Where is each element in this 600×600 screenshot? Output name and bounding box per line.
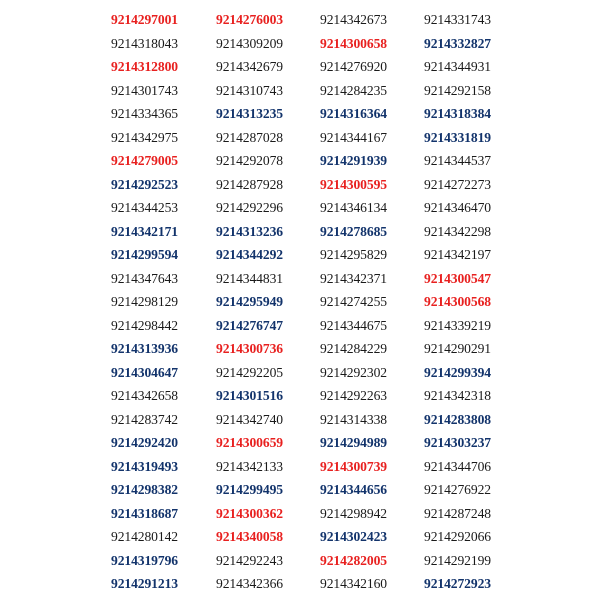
phone-number-cell: 9214292302 bbox=[320, 364, 387, 380]
phone-number-cell: 9214300547 bbox=[424, 270, 491, 286]
phone-number-cell: 9214310743 bbox=[216, 82, 283, 98]
phone-number-cell: 9214298442 bbox=[111, 317, 178, 333]
phone-number-cell: 9214272273 bbox=[424, 176, 491, 192]
phone-number-cell: 9214292263 bbox=[320, 388, 387, 403]
phone-number-cell: 9214344167 bbox=[320, 129, 387, 145]
phone-number-cell: 9214301516 bbox=[216, 388, 283, 403]
phone-number-cell: 9214346470 bbox=[424, 200, 491, 215]
phone-number-cell: 9214344537 bbox=[424, 153, 491, 168]
phone-number-cell: 9214342366 bbox=[216, 576, 283, 591]
phone-number-cell: 9214342133 bbox=[216, 458, 283, 474]
phone-number-cell: 9214318384 bbox=[424, 106, 491, 121]
phone-number-cell: 9214287028 bbox=[216, 129, 283, 145]
phone-number-cell: 9214292078 bbox=[216, 153, 283, 168]
phone-number-cell: 9214334365 bbox=[111, 106, 178, 121]
phone-number-cell: 9214342160 bbox=[320, 576, 387, 591]
phone-number-cell: 9214276747 bbox=[216, 317, 283, 333]
phone-number-cell: 9214331743 bbox=[424, 12, 491, 27]
phone-number-cell: 9214278685 bbox=[320, 223, 387, 239]
phone-number-cell: 9214301743 bbox=[111, 82, 178, 98]
phone-number-cell: 9214344292 bbox=[216, 247, 283, 262]
phone-number-cell: 9214313936 bbox=[111, 341, 178, 356]
phone-number-cell: 9214342171 bbox=[111, 223, 178, 239]
phone-number-cell: 9214292523 bbox=[111, 176, 178, 192]
phone-number-cell: 9214274255 bbox=[320, 294, 387, 309]
phone-number-cell: 9214276003 bbox=[216, 12, 283, 27]
phone-number-cell: 9214272923 bbox=[424, 576, 491, 591]
phone-number-cell: 9214287248 bbox=[424, 505, 491, 521]
phone-number-cell: 9214280142 bbox=[111, 529, 178, 544]
phone-number-cell: 9214299495 bbox=[216, 482, 283, 497]
phone-number-cell: 9214283808 bbox=[424, 411, 491, 427]
number-grid bbox=[111, 8, 514, 596]
phone-number-cell: 9214300568 bbox=[424, 294, 491, 309]
phone-number-cell: 9214339219 bbox=[424, 317, 491, 333]
phone-number-cell: 9214299394 bbox=[424, 364, 491, 380]
phone-number-cell: 9214292205 bbox=[216, 364, 283, 380]
phone-number-cell: 9214300362 bbox=[216, 505, 283, 521]
phone-number-cell: 9214314338 bbox=[320, 411, 387, 427]
phone-number-cell: 9214298382 bbox=[111, 482, 178, 497]
phone-number-cell: 9214344656 bbox=[320, 482, 387, 497]
phone-number-cell: 9214344831 bbox=[216, 270, 283, 286]
phone-number-cell: 9214283742 bbox=[111, 411, 178, 427]
phone-number-cell: 9214299594 bbox=[111, 247, 178, 262]
phone-number-cell: 9214276920 bbox=[320, 59, 387, 74]
phone-number-cell: 9214300659 bbox=[216, 435, 283, 450]
phone-number-cell: 9214319796 bbox=[111, 552, 178, 568]
phone-number-cell: 9214319493 bbox=[111, 458, 178, 474]
phone-number-cell: 9214347643 bbox=[111, 270, 178, 286]
phone-number-cell: 9214342197 bbox=[424, 247, 491, 262]
phone-number-cell: 9214342740 bbox=[216, 411, 283, 427]
phone-number-cell: 9214312800 bbox=[111, 59, 178, 74]
phone-number-cell: 9214342975 bbox=[111, 129, 178, 145]
phone-number-cell: 9214309209 bbox=[216, 35, 283, 51]
phone-number-cell: 9214303237 bbox=[424, 435, 491, 450]
phone-number-cell: 9214342371 bbox=[320, 270, 387, 286]
phone-number-cell: 9214298129 bbox=[111, 294, 178, 309]
phone-number-cell: 9214340058 bbox=[216, 529, 283, 544]
phone-number-cell: 9214298942 bbox=[320, 505, 387, 521]
phone-number-cell: 9214316364 bbox=[320, 106, 387, 121]
phone-number-cell: 9214342298 bbox=[424, 223, 491, 239]
phone-number-cell: 9214292158 bbox=[424, 82, 491, 98]
phone-number-cell: 9214276922 bbox=[424, 482, 491, 497]
phone-number-cell: 9214302423 bbox=[320, 529, 387, 544]
phone-number-cell: 9214297001 bbox=[111, 12, 178, 27]
phone-number-cell: 9214292066 bbox=[424, 529, 491, 544]
phone-number-cell: 9214291213 bbox=[111, 576, 178, 591]
phone-number-cell: 9214318687 bbox=[111, 505, 178, 521]
phone-number-cell: 9214344931 bbox=[424, 59, 491, 74]
phone-number-cell: 9214291939 bbox=[320, 153, 387, 168]
phone-number-cell: 9214313236 bbox=[216, 223, 283, 239]
phone-number-cell: 9214300739 bbox=[320, 458, 387, 474]
phone-number-cell: 9214342658 bbox=[111, 388, 178, 403]
phone-number-cell: 9214313235 bbox=[216, 106, 283, 121]
phone-number-cell: 9214300595 bbox=[320, 176, 387, 192]
phone-number-cell: 9214290291 bbox=[424, 341, 491, 356]
phone-number-cell: 9214344706 bbox=[424, 458, 491, 474]
phone-number-cell: 9214292420 bbox=[111, 435, 178, 450]
phone-number-cell: 9214304647 bbox=[111, 364, 178, 380]
phone-number-cell: 9214300658 bbox=[320, 35, 387, 51]
phone-number-cell: 9214282005 bbox=[320, 552, 387, 568]
phone-number-cell: 9214295829 bbox=[320, 247, 387, 262]
phone-number-cell: 9214292243 bbox=[216, 552, 283, 568]
phone-number-cell: 9214284235 bbox=[320, 82, 387, 98]
phone-number-cell: 9214292199 bbox=[424, 552, 491, 568]
phone-number-cell: 9214287928 bbox=[216, 176, 283, 192]
phone-number-cell: 9214346134 bbox=[320, 200, 387, 215]
phone-number-cell: 9214292296 bbox=[216, 200, 283, 215]
phone-number-cell: 9214295949 bbox=[216, 294, 283, 309]
phone-number-cell: 9214294989 bbox=[320, 435, 387, 450]
phone-number-cell: 9214342673 bbox=[320, 12, 387, 27]
phone-number-cell: 9214344253 bbox=[111, 200, 178, 215]
phone-number-cell: 9214332827 bbox=[424, 35, 491, 51]
phone-number-cell: 9214284229 bbox=[320, 341, 387, 356]
phone-number-cell: 9214318043 bbox=[111, 35, 178, 51]
phone-number-cell: 9214342679 bbox=[216, 59, 283, 74]
phone-number-cell: 9214300736 bbox=[216, 341, 283, 356]
phone-number-cell: 9214331819 bbox=[424, 129, 491, 145]
phone-number-cell: 9214279005 bbox=[111, 153, 178, 168]
phone-number-cell: 9214344675 bbox=[320, 317, 387, 333]
phone-number-cell: 9214342318 bbox=[424, 388, 491, 403]
